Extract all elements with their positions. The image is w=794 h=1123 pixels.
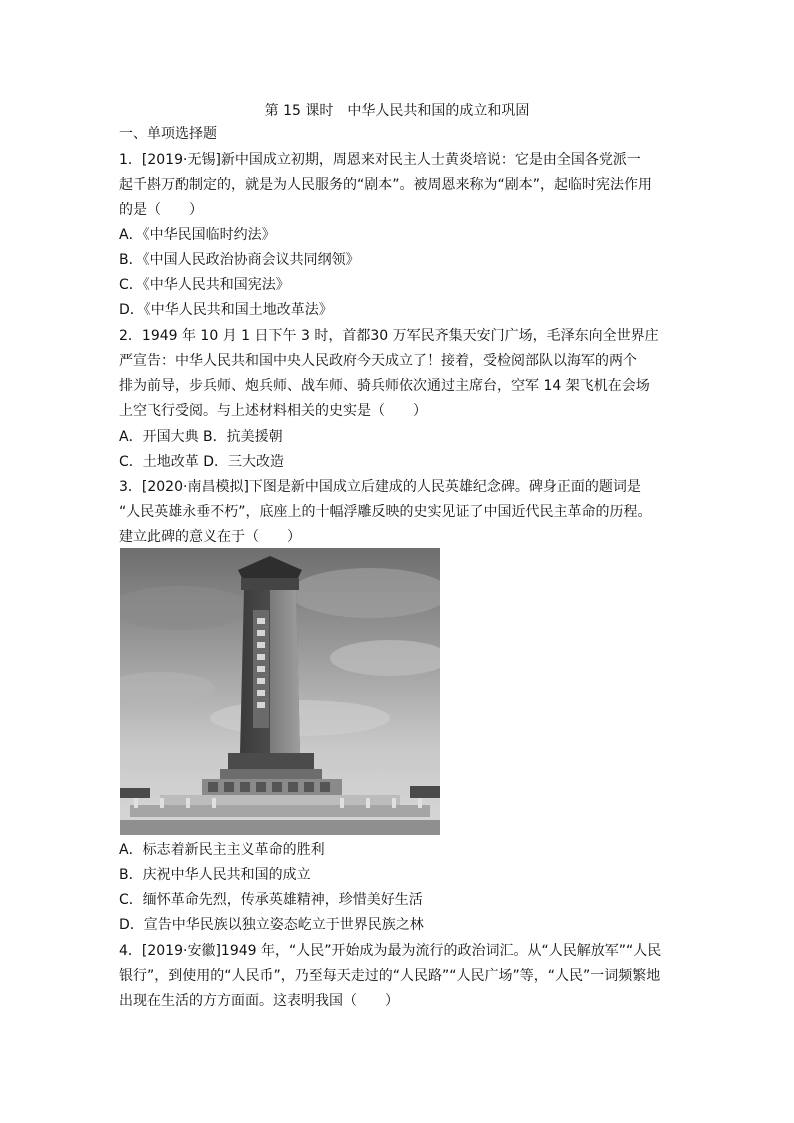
question-stem-line: 出现在生活的方方面面。这表明我国（ ） xyxy=(119,993,399,1009)
question-stem-line: 3．[2020·南昌模拟]下图是新中国成立后建成的人民英雄纪念碑。碑身正面的题词是 xyxy=(119,479,641,495)
monument-photo xyxy=(120,548,440,835)
section-heading: 一、单项选择题 xyxy=(119,126,217,142)
question-stem-line: 1．[2019·无锡]新中国成立初期，周恩来对民主人士黄炎培说：它是由全国各党派一 xyxy=(119,152,641,168)
option-c: C．《中华人民共和国宪法》 xyxy=(119,277,290,293)
question-stem-line: “人民英雄永垂不朽”，底座上的十幅浮雕反映的史实见证了中国近代民主革命的历程。 xyxy=(119,504,652,520)
question-stem-line: 排为前导，步兵师、炮兵师、战车师、骑兵师依次通过主席台，空军 14 架飞机在会场 xyxy=(119,378,650,394)
option-c: C．缅怀革命先烈，传承英雄精神，珍惜美好生活 xyxy=(119,892,423,908)
question-stem-line: 2．1949 年 10 月 1 日下午 3 时，首都30 万军民齐集天安门广场，毛泽东向全世界庄 xyxy=(119,328,659,344)
question-stem-line: 银行”，到使用的“人民币”，乃至每天走过的“人民路”“人民广场”等，“人民”一词频繁地 xyxy=(119,968,661,984)
question-stem-line: 上空飞行受阅。与上述材料相关的史实是（ ） xyxy=(119,403,427,419)
question-stem-line: 起千斟万酌制定的，就是为人民服务的“剧本”。被周恩来称为“剧本”，起临时宪法作用 xyxy=(119,177,653,193)
option-b: B．庆祝中华人民共和国的成立 xyxy=(119,867,311,883)
option-cd: C．土地改革 D．三大改造 xyxy=(119,454,285,470)
option-d: D．宣告中华民族以独立姿态屹立于世界民族之林 xyxy=(119,917,424,933)
option-b: B．《中国人民政治协商会议共同纲领》 xyxy=(119,252,360,268)
question-stem-line: 建立此碑的意义在于（ ） xyxy=(119,529,301,545)
option-a: A．标志着新民主主义革命的胜利 xyxy=(119,842,325,858)
question-stem-line: 的是（ ） xyxy=(119,202,203,218)
option-d: D．《中华人民共和国土地改革法》 xyxy=(119,302,333,318)
question-stem-line: 4．[2019·安徽]1949 年，“人民”开始成为最为流行的政治词汇。从“人民解放军”“人民 xyxy=(119,943,662,959)
option-ab: A．开国大典 B．抗美援朝 xyxy=(119,429,283,445)
page-title: 第 15 课时 中华人民共和国的成立和巩固 xyxy=(264,103,530,119)
option-a: A．《中华民国临时约法》 xyxy=(119,227,276,243)
question-stem-line: 严宣告：中华人民共和国中央人民政府今天成立了！接着，受检阅部队以海军的两个 xyxy=(119,353,637,369)
